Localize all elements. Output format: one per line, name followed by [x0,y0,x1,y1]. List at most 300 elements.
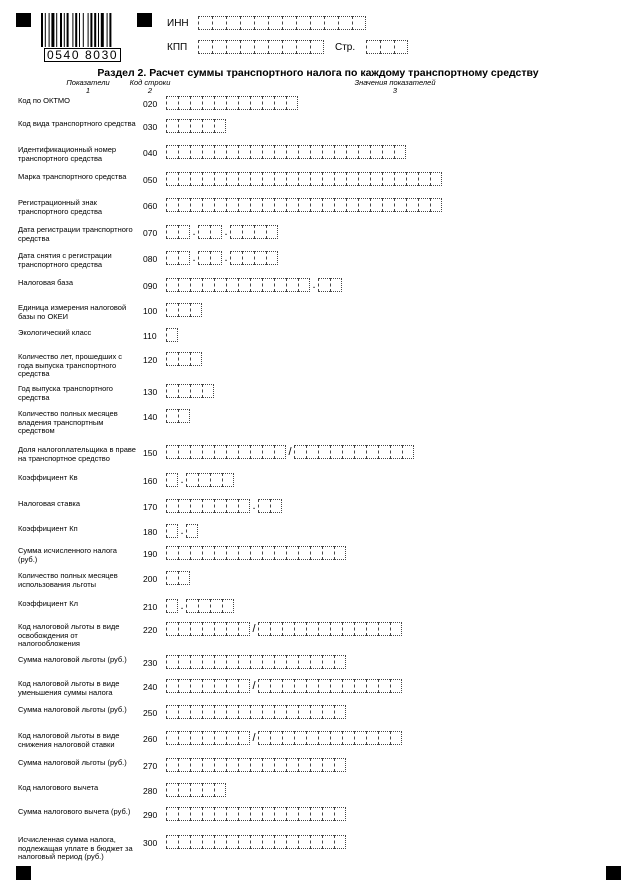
input-cell[interactable] [178,119,190,133]
input-cell[interactable] [186,524,198,538]
input-cell[interactable] [366,679,378,693]
input-cell[interactable] [178,278,190,292]
input-cell[interactable] [166,303,178,317]
input-cell[interactable] [250,445,262,459]
row-field-250[interactable] [166,705,346,719]
row-field-190[interactable] [166,546,346,560]
input-cell[interactable] [190,655,202,669]
input-cell[interactable] [406,172,418,186]
input-cell[interactable] [226,807,238,821]
row-field-030[interactable] [166,119,226,133]
input-cell[interactable] [238,278,250,292]
input-cell[interactable] [378,731,390,745]
input-cell[interactable] [274,655,286,669]
input-cell[interactable] [166,409,178,423]
input-cell[interactable] [226,445,238,459]
input-cell[interactable] [214,622,226,636]
input-cell[interactable] [178,172,190,186]
input-cell[interactable] [262,655,274,669]
input-cell[interactable] [226,622,238,636]
input-cell[interactable] [286,546,298,560]
input-cell[interactable] [378,445,390,459]
input-cell[interactable] [214,679,226,693]
input-cell[interactable] [166,599,178,613]
input-cell[interactable] [202,172,214,186]
input-cell[interactable] [212,40,226,54]
input-cell[interactable] [334,835,346,849]
input-cell[interactable] [282,731,294,745]
input-cell[interactable] [346,172,358,186]
input-cell[interactable] [322,705,334,719]
input-cell[interactable] [166,119,178,133]
input-cell[interactable] [430,172,442,186]
input-cell[interactable] [238,731,250,745]
input-cell[interactable] [178,571,190,585]
input-cell[interactable] [178,655,190,669]
input-cell[interactable] [166,783,178,797]
input-cell[interactable] [310,16,324,30]
input-cell[interactable] [354,731,366,745]
input-cell[interactable] [298,705,310,719]
input-cell[interactable] [310,655,322,669]
input-cell[interactable] [226,499,238,513]
row-field-090[interactable] [166,278,342,292]
input-cell[interactable] [202,835,214,849]
input-cell[interactable] [190,622,202,636]
input-cell[interactable] [214,731,226,745]
input-cell[interactable] [254,40,268,54]
input-cell[interactable] [226,758,238,772]
input-cell[interactable] [238,758,250,772]
input-cell[interactable] [202,384,214,398]
input-cell[interactable] [274,198,286,212]
input-cell[interactable] [178,679,190,693]
input-cell[interactable] [286,705,298,719]
input-cell[interactable] [238,198,250,212]
row-field-200[interactable] [166,571,190,585]
input-cell[interactable] [210,473,222,487]
input-cell[interactable] [298,758,310,772]
inn-field[interactable] [198,16,366,30]
input-cell[interactable] [378,622,390,636]
input-cell[interactable] [226,731,238,745]
row-field-290[interactable] [166,807,346,821]
input-cell[interactable] [342,679,354,693]
kpp-field[interactable] [198,40,324,54]
input-cell[interactable] [298,546,310,560]
input-cell[interactable] [202,622,214,636]
input-cell[interactable] [202,546,214,560]
input-cell[interactable] [226,198,238,212]
input-cell[interactable] [418,198,430,212]
input-cell[interactable] [370,145,382,159]
input-cell[interactable] [334,655,346,669]
input-cell[interactable] [322,172,334,186]
input-cell[interactable] [254,251,266,265]
input-cell[interactable] [242,251,254,265]
input-cell[interactable] [166,571,178,585]
input-cell[interactable] [346,145,358,159]
input-cell[interactable] [178,352,190,366]
input-cell[interactable] [190,172,202,186]
input-cell[interactable] [262,172,274,186]
input-cell[interactable] [178,198,190,212]
input-cell[interactable] [286,807,298,821]
input-cell[interactable] [178,758,190,772]
input-cell[interactable] [198,473,210,487]
input-cell[interactable] [334,705,346,719]
input-cell[interactable] [322,758,334,772]
input-cell[interactable] [240,40,254,54]
input-cell[interactable] [382,198,394,212]
input-cell[interactable] [240,16,254,30]
input-cell[interactable] [250,145,262,159]
input-cell[interactable] [318,679,330,693]
input-cell[interactable] [274,758,286,772]
input-cell[interactable] [358,145,370,159]
input-cell[interactable] [166,758,178,772]
input-cell[interactable] [250,835,262,849]
input-cell[interactable] [322,546,334,560]
input-cell[interactable] [238,705,250,719]
input-cell[interactable] [214,807,226,821]
input-cell[interactable] [370,172,382,186]
input-cell[interactable] [294,679,306,693]
input-cell[interactable] [166,145,178,159]
input-cell[interactable] [298,807,310,821]
input-cell[interactable] [190,119,202,133]
input-cell[interactable] [250,96,262,110]
input-cell[interactable] [190,352,202,366]
input-cell[interactable] [242,225,254,239]
input-cell[interactable] [274,172,286,186]
input-cell[interactable] [306,679,318,693]
input-cell[interactable] [318,731,330,745]
row-field-240[interactable] [166,679,402,693]
row-field-300[interactable] [166,835,346,849]
input-cell[interactable] [198,599,210,613]
input-cell[interactable] [198,225,210,239]
input-cell[interactable] [366,40,380,54]
input-cell[interactable] [258,731,270,745]
input-cell[interactable] [178,145,190,159]
input-cell[interactable] [178,445,190,459]
input-cell[interactable] [298,655,310,669]
input-cell[interactable] [310,835,322,849]
input-cell[interactable] [214,445,226,459]
input-cell[interactable] [198,40,212,54]
input-cell[interactable] [274,445,286,459]
input-cell[interactable] [178,807,190,821]
input-cell[interactable] [226,278,238,292]
input-cell[interactable] [250,807,262,821]
input-cell[interactable] [282,16,296,30]
input-cell[interactable] [178,225,190,239]
input-cell[interactable] [202,705,214,719]
input-cell[interactable] [212,16,226,30]
input-cell[interactable] [166,473,178,487]
input-cell[interactable] [198,251,210,265]
input-cell[interactable] [346,198,358,212]
input-cell[interactable] [166,679,178,693]
input-cell[interactable] [202,198,214,212]
input-cell[interactable] [178,731,190,745]
input-cell[interactable] [274,705,286,719]
input-cell[interactable] [190,807,202,821]
input-cell[interactable] [190,198,202,212]
input-cell[interactable] [214,655,226,669]
row-field-060[interactable] [166,198,442,212]
input-cell[interactable] [334,172,346,186]
input-cell[interactable] [190,758,202,772]
input-cell[interactable] [190,835,202,849]
input-cell[interactable] [190,445,202,459]
input-cell[interactable] [186,599,198,613]
input-cell[interactable] [178,783,190,797]
input-cell[interactable] [226,655,238,669]
input-cell[interactable] [358,198,370,212]
input-cell[interactable] [274,96,286,110]
input-cell[interactable] [310,172,322,186]
input-cell[interactable] [258,499,270,513]
input-cell[interactable] [394,172,406,186]
input-cell[interactable] [238,679,250,693]
input-cell[interactable] [166,499,178,513]
input-cell[interactable] [250,172,262,186]
input-cell[interactable] [298,835,310,849]
input-cell[interactable] [214,145,226,159]
input-cell[interactable] [250,655,262,669]
input-cell[interactable] [366,731,378,745]
input-cell[interactable] [250,758,262,772]
input-cell[interactable] [286,96,298,110]
input-cell[interactable] [334,198,346,212]
input-cell[interactable] [230,225,242,239]
input-cell[interactable] [352,16,366,30]
input-cell[interactable] [306,622,318,636]
input-cell[interactable] [270,499,282,513]
input-cell[interactable] [190,278,202,292]
input-cell[interactable] [202,445,214,459]
input-cell[interactable] [214,835,226,849]
input-cell[interactable] [310,198,322,212]
input-cell[interactable] [370,198,382,212]
row-field-140[interactable] [166,409,190,423]
input-cell[interactable] [390,731,402,745]
input-cell[interactable] [334,145,346,159]
row-field-080[interactable] [166,251,278,265]
input-cell[interactable] [190,546,202,560]
input-cell[interactable] [226,705,238,719]
input-cell[interactable] [202,807,214,821]
input-cell[interactable] [202,655,214,669]
input-cell[interactable] [226,16,240,30]
input-cell[interactable] [310,145,322,159]
input-cell[interactable] [330,731,342,745]
input-cell[interactable] [238,445,250,459]
input-cell[interactable] [166,445,178,459]
input-cell[interactable] [298,278,310,292]
input-cell[interactable] [202,145,214,159]
input-cell[interactable] [202,758,214,772]
input-cell[interactable] [202,783,214,797]
input-cell[interactable] [338,16,352,30]
input-cell[interactable] [226,835,238,849]
input-cell[interactable] [298,172,310,186]
input-cell[interactable] [324,16,338,30]
input-cell[interactable] [222,599,234,613]
input-cell[interactable] [226,679,238,693]
input-cell[interactable] [250,278,262,292]
input-cell[interactable] [238,96,250,110]
input-cell[interactable] [262,546,274,560]
row-field-230[interactable] [166,655,346,669]
input-cell[interactable] [268,40,282,54]
input-cell[interactable] [178,546,190,560]
input-cell[interactable] [238,172,250,186]
input-cell[interactable] [418,172,430,186]
input-cell[interactable] [322,835,334,849]
row-field-120[interactable] [166,352,202,366]
input-cell[interactable] [334,546,346,560]
input-cell[interactable] [222,473,234,487]
input-cell[interactable] [238,655,250,669]
input-cell[interactable] [286,835,298,849]
input-cell[interactable] [394,198,406,212]
row-field-150[interactable] [166,445,414,459]
input-cell[interactable] [378,679,390,693]
input-cell[interactable] [238,807,250,821]
input-cell[interactable] [214,198,226,212]
input-cell[interactable] [286,172,298,186]
input-cell[interactable] [250,705,262,719]
input-cell[interactable] [178,251,190,265]
input-cell[interactable] [210,225,222,239]
input-cell[interactable] [210,599,222,613]
input-cell[interactable] [270,622,282,636]
input-cell[interactable] [178,409,190,423]
input-cell[interactable] [166,352,178,366]
input-cell[interactable] [190,499,202,513]
input-cell[interactable] [258,679,270,693]
input-cell[interactable] [166,524,178,538]
row-field-260[interactable] [166,731,402,745]
row-field-110[interactable] [166,328,178,342]
input-cell[interactable] [262,807,274,821]
input-cell[interactable] [166,96,178,110]
input-cell[interactable] [330,679,342,693]
input-cell[interactable] [282,40,296,54]
input-cell[interactable] [202,119,214,133]
input-cell[interactable] [318,445,330,459]
input-cell[interactable] [178,622,190,636]
input-cell[interactable] [214,119,226,133]
input-cell[interactable] [190,384,202,398]
input-cell[interactable] [330,622,342,636]
input-cell[interactable] [274,546,286,560]
input-cell[interactable] [274,278,286,292]
input-cell[interactable] [294,731,306,745]
input-cell[interactable] [310,40,324,54]
input-cell[interactable] [406,198,418,212]
row-field-070[interactable] [166,225,278,239]
input-cell[interactable] [262,198,274,212]
input-cell[interactable] [286,278,298,292]
input-cell[interactable] [322,807,334,821]
row-field-130[interactable] [166,384,214,398]
input-cell[interactable] [286,655,298,669]
row-field-210[interactable] [166,599,234,613]
input-cell[interactable] [282,622,294,636]
input-cell[interactable] [166,655,178,669]
input-cell[interactable] [202,679,214,693]
input-cell[interactable] [178,499,190,513]
input-cell[interactable] [274,807,286,821]
input-cell[interactable] [166,384,178,398]
input-cell[interactable] [226,40,240,54]
input-cell[interactable] [186,473,198,487]
page-number-field[interactable] [366,40,408,54]
input-cell[interactable] [230,251,242,265]
input-cell[interactable] [214,96,226,110]
input-cell[interactable] [330,278,342,292]
row-field-100[interactable] [166,303,202,317]
row-field-170[interactable] [166,499,282,513]
input-cell[interactable] [390,445,402,459]
input-cell[interactable] [274,835,286,849]
input-cell[interactable] [318,278,330,292]
input-cell[interactable] [322,145,334,159]
input-cell[interactable] [342,445,354,459]
input-cell[interactable] [226,96,238,110]
row-field-040[interactable] [166,145,406,159]
input-cell[interactable] [330,445,342,459]
input-cell[interactable] [166,731,178,745]
input-cell[interactable] [198,16,212,30]
input-cell[interactable] [296,16,310,30]
input-cell[interactable] [310,705,322,719]
input-cell[interactable] [262,758,274,772]
input-cell[interactable] [266,251,278,265]
input-cell[interactable] [214,546,226,560]
input-cell[interactable] [286,145,298,159]
input-cell[interactable] [334,758,346,772]
input-cell[interactable] [322,198,334,212]
input-cell[interactable] [214,172,226,186]
row-field-050[interactable] [166,172,442,186]
input-cell[interactable] [166,835,178,849]
input-cell[interactable] [354,679,366,693]
input-cell[interactable] [166,251,178,265]
input-cell[interactable] [354,622,366,636]
input-cell[interactable] [270,731,282,745]
input-cell[interactable] [382,172,394,186]
input-cell[interactable] [210,251,222,265]
input-cell[interactable] [190,145,202,159]
input-cell[interactable] [190,303,202,317]
input-cell[interactable] [266,225,278,239]
input-cell[interactable] [226,546,238,560]
input-cell[interactable] [390,622,402,636]
input-cell[interactable] [238,546,250,560]
input-cell[interactable] [262,278,274,292]
input-cell[interactable] [394,145,406,159]
input-cell[interactable] [334,807,346,821]
input-cell[interactable] [254,225,266,239]
input-cell[interactable] [214,758,226,772]
input-cell[interactable] [390,679,402,693]
input-cell[interactable] [238,499,250,513]
